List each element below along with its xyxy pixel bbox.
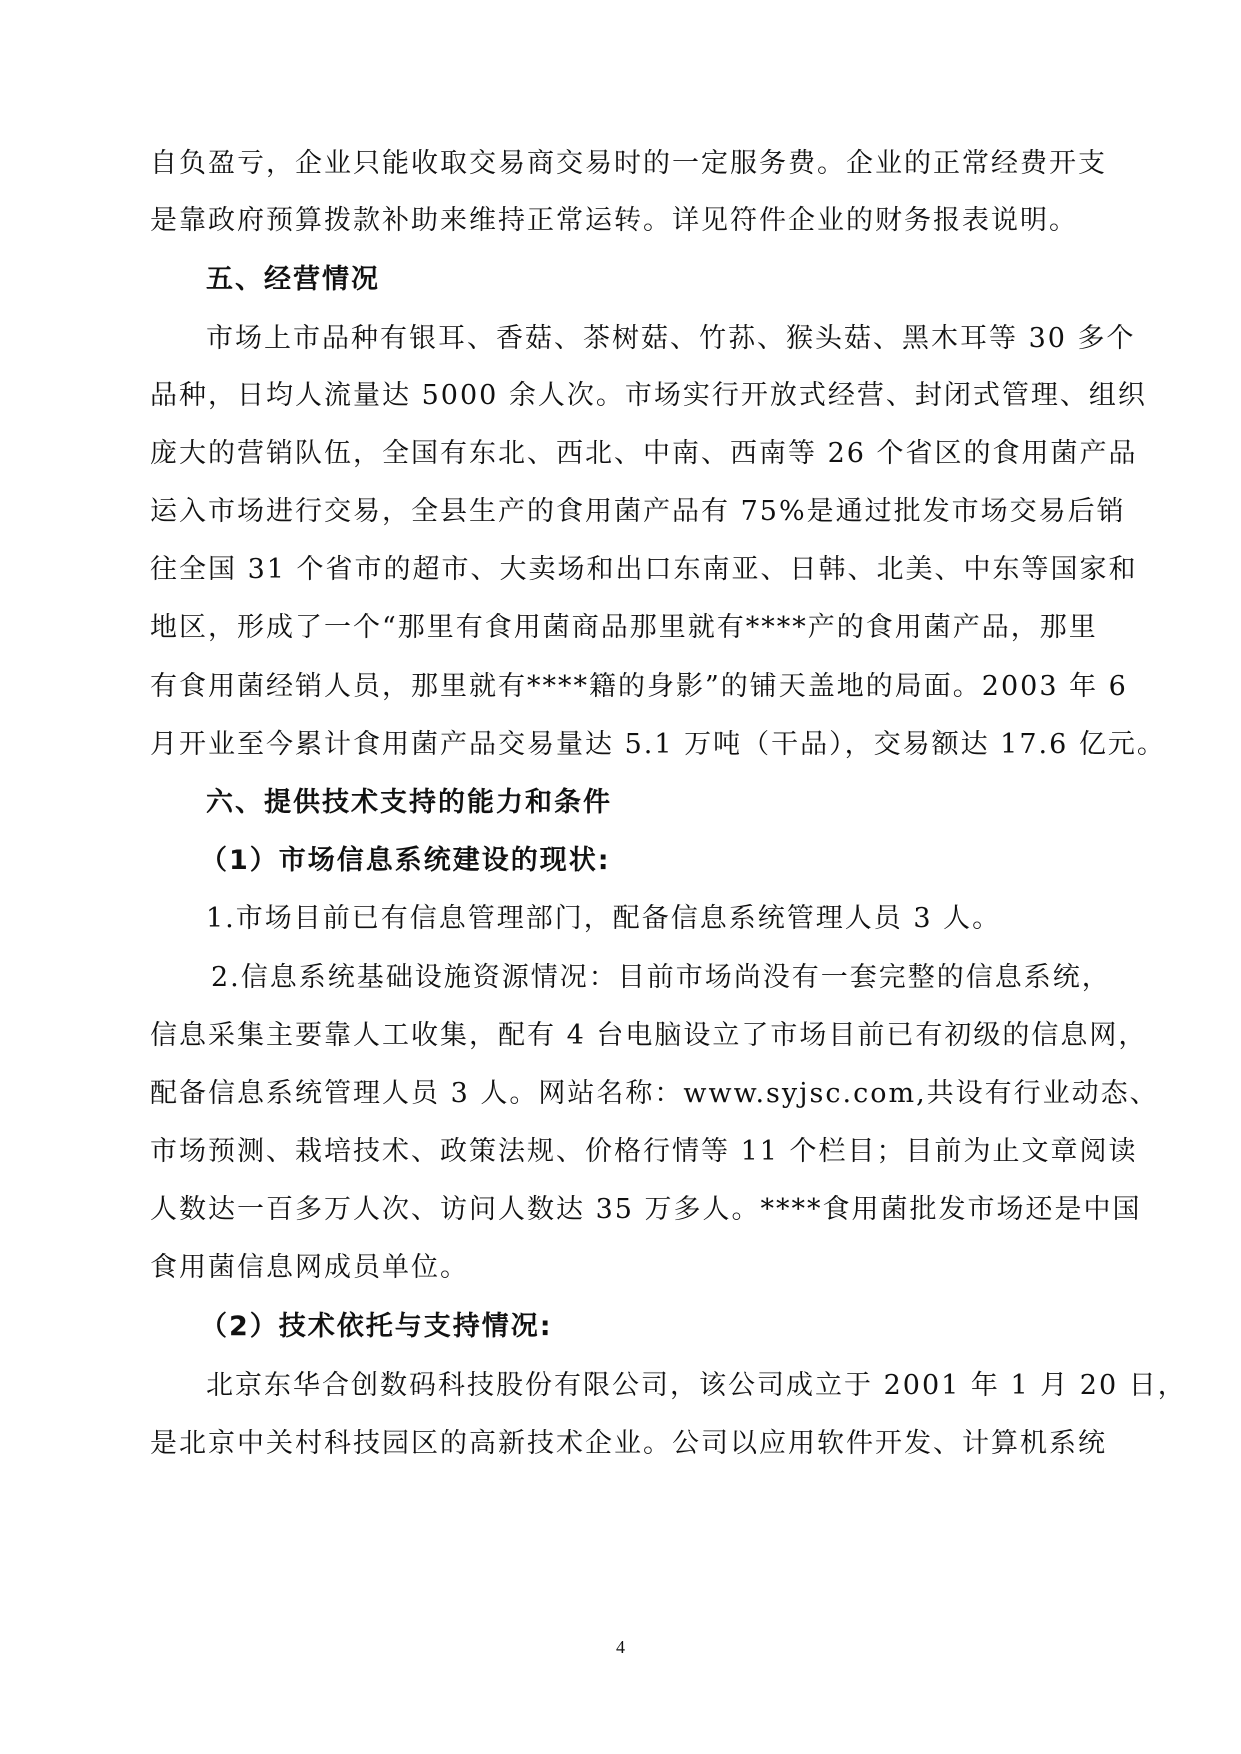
body-text-line: 市场预测、栽培技术、政策法规、价格行情等 11 个栏目；目前为止文章阅读 — [150, 1136, 1138, 1167]
section-heading: 五、经营情况 — [206, 264, 380, 295]
body-text-line: 信息采集主要靠人工收集，配有 4 台电脑设立了市场目前已有初级的信息网， — [150, 1020, 1148, 1051]
body-text-line: 食用菌信息网成员单位。 — [150, 1252, 469, 1283]
body-text-line: 月开业至今累计食用菌产品交易量达 5.1 万吨（干品），交易额达 17.6 亿元。 — [150, 729, 1166, 760]
body-text-line: 品种，日均人流量达 5000 余人次。市场实行开放式经营、封闭式管理、组织 — [150, 380, 1147, 411]
page-number: 4 — [616, 1637, 625, 1657]
section-heading: 六、提供技术支持的能力和条件 — [206, 787, 612, 818]
body-text-line: 运入市场进行交易，全县生产的食用菌产品有 75%是通过批发市场交易后销 — [150, 496, 1126, 527]
body-text-line: 北京东华合创数码科技股份有限公司，该公司成立于 2001 年 1 月 20 日， — [206, 1370, 1187, 1401]
body-text-line: 往全国 31 个省市的超市、大卖场和出口东南亚、日韩、北美、中东等国家和 — [150, 554, 1138, 585]
body-text-line: 庞大的营销队伍，全国有东北、西北、中南、西南等 26 个省区的食用菌产品 — [150, 438, 1138, 469]
body-text-line: 1.市场目前已有信息管理部门，配备信息系统管理人员 3 人。 — [206, 903, 1002, 934]
body-text-line: 自负盈亏，企业只能收取交易商交易时的一定服务费。企业的正常经费开支 — [150, 148, 1107, 179]
body-text-line: 是北京中关村科技园区的高新技术企业。公司以应用软件开发、计算机系统 — [150, 1428, 1107, 1459]
subsection-heading: （2）技术依托与支持情况: — [200, 1311, 553, 1342]
body-text-line: 有食用菌经销人员，那里就有****籍的身影”的铺天盖地的局面。2003 年 6 — [150, 671, 1128, 702]
body-text-line: 地区，形成了一个“那里有食用菌商品那里就有****产的食用菌产品，那里 — [150, 612, 1098, 643]
body-text-line: 市场上市品种有银耳、香菇、茶树菇、竹荪、猴头菇、黑木耳等 30 多个 — [206, 323, 1136, 354]
subsection-heading: （1）市场信息系统建设的现状: — [200, 845, 611, 876]
body-text-line: 是靠政府预算拨款补助来维持正常运转。详见符件企业的财务报表说明。 — [150, 205, 1078, 236]
body-text-line: 配备信息系统管理人员 3 人。网站名称：www.syjsc.com,共设有行业动态、 — [150, 1078, 1159, 1109]
body-text-line: 2.信息系统基础设施资源情况：目前市场尚没有一套完整的信息系统， — [211, 962, 1111, 993]
body-text-line: 人数达一百多万人次、访问人数达 35 万多人。****食用菌批发市场还是中国 — [150, 1194, 1142, 1225]
